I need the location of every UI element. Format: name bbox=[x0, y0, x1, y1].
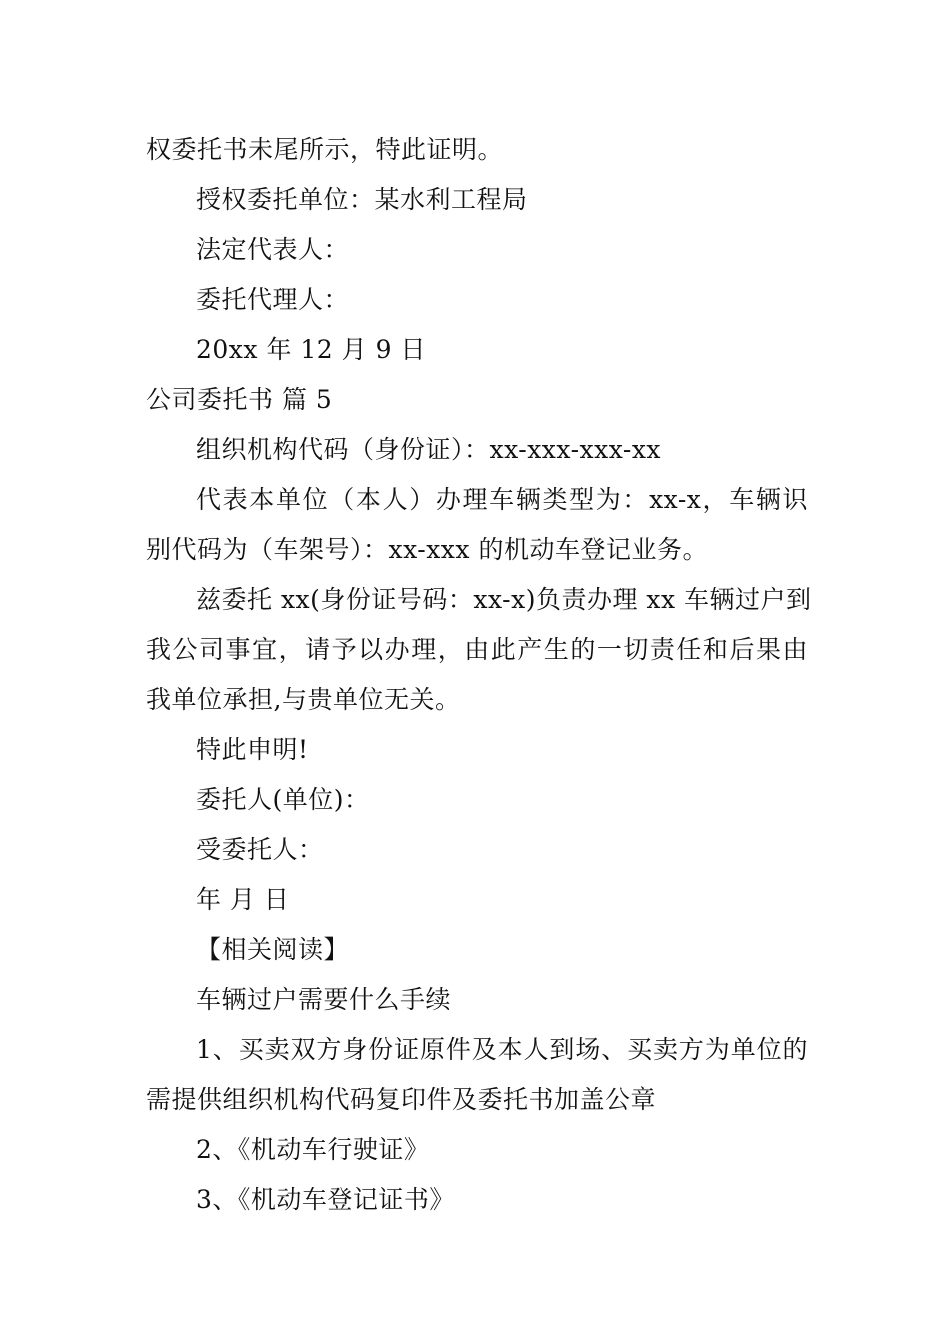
text-line-principal: 委托人(单位)： bbox=[196, 785, 370, 814]
text-line-authorizing-unit: 授权委托单位：某水利工程局 bbox=[196, 185, 528, 214]
list-item-1-continued: 需提供组织机构代码复印件及委托书加盖公章 bbox=[146, 1085, 657, 1114]
text-line-delegate: 兹委托 xx(身份证号码：xx-x)负责办理 xx 车辆过户到 bbox=[196, 585, 812, 614]
list-item-2: 2、《机动车行驶证》 bbox=[196, 1135, 430, 1164]
text-line-agent: 委托代理人： bbox=[196, 285, 350, 314]
text-line-vin: 别代码为（车架号）：xx-xxx 的机动车登记业务。 bbox=[146, 535, 708, 564]
document-page bbox=[146, 125, 812, 1225]
section-heading: 公司委托书 篇 5 bbox=[146, 385, 333, 414]
text-line-date: 20xx 年 12 月 9 日 bbox=[196, 335, 426, 364]
list-item-1: 1、买卖双方身份证原件及本人到场、买卖方为单位的 bbox=[196, 1035, 808, 1064]
list-item-3: 3、《机动车登记证书》 bbox=[196, 1185, 455, 1214]
text-line-declaration: 特此申明! bbox=[196, 735, 309, 764]
text-line-responsibility: 我公司事宜，请予以办理，由此产生的一切责任和后果由 bbox=[146, 635, 808, 664]
text-line-blank-date: 年 月 日 bbox=[196, 885, 290, 914]
text-line-vehicle-type: 代表本单位（本人）办理车辆类型为：xx-x，车辆识 bbox=[196, 485, 808, 514]
text-line-1: 权委托书未尾所示，特此证明。 bbox=[146, 135, 504, 164]
text-line-org-code: 组织机构代码（身份证）：xx-xxx-xxx-xx bbox=[196, 435, 662, 464]
related-reading-heading: 【相关阅读】 bbox=[196, 935, 350, 964]
text-line-legal-representative: 法定代表人： bbox=[196, 235, 350, 264]
text-line-liability: 我单位承担,与贵单位无关。 bbox=[146, 685, 461, 714]
text-line-trustee: 受委托人： bbox=[196, 835, 324, 864]
text-line-transfer-question: 车辆过户需要什么手续 bbox=[196, 985, 452, 1014]
